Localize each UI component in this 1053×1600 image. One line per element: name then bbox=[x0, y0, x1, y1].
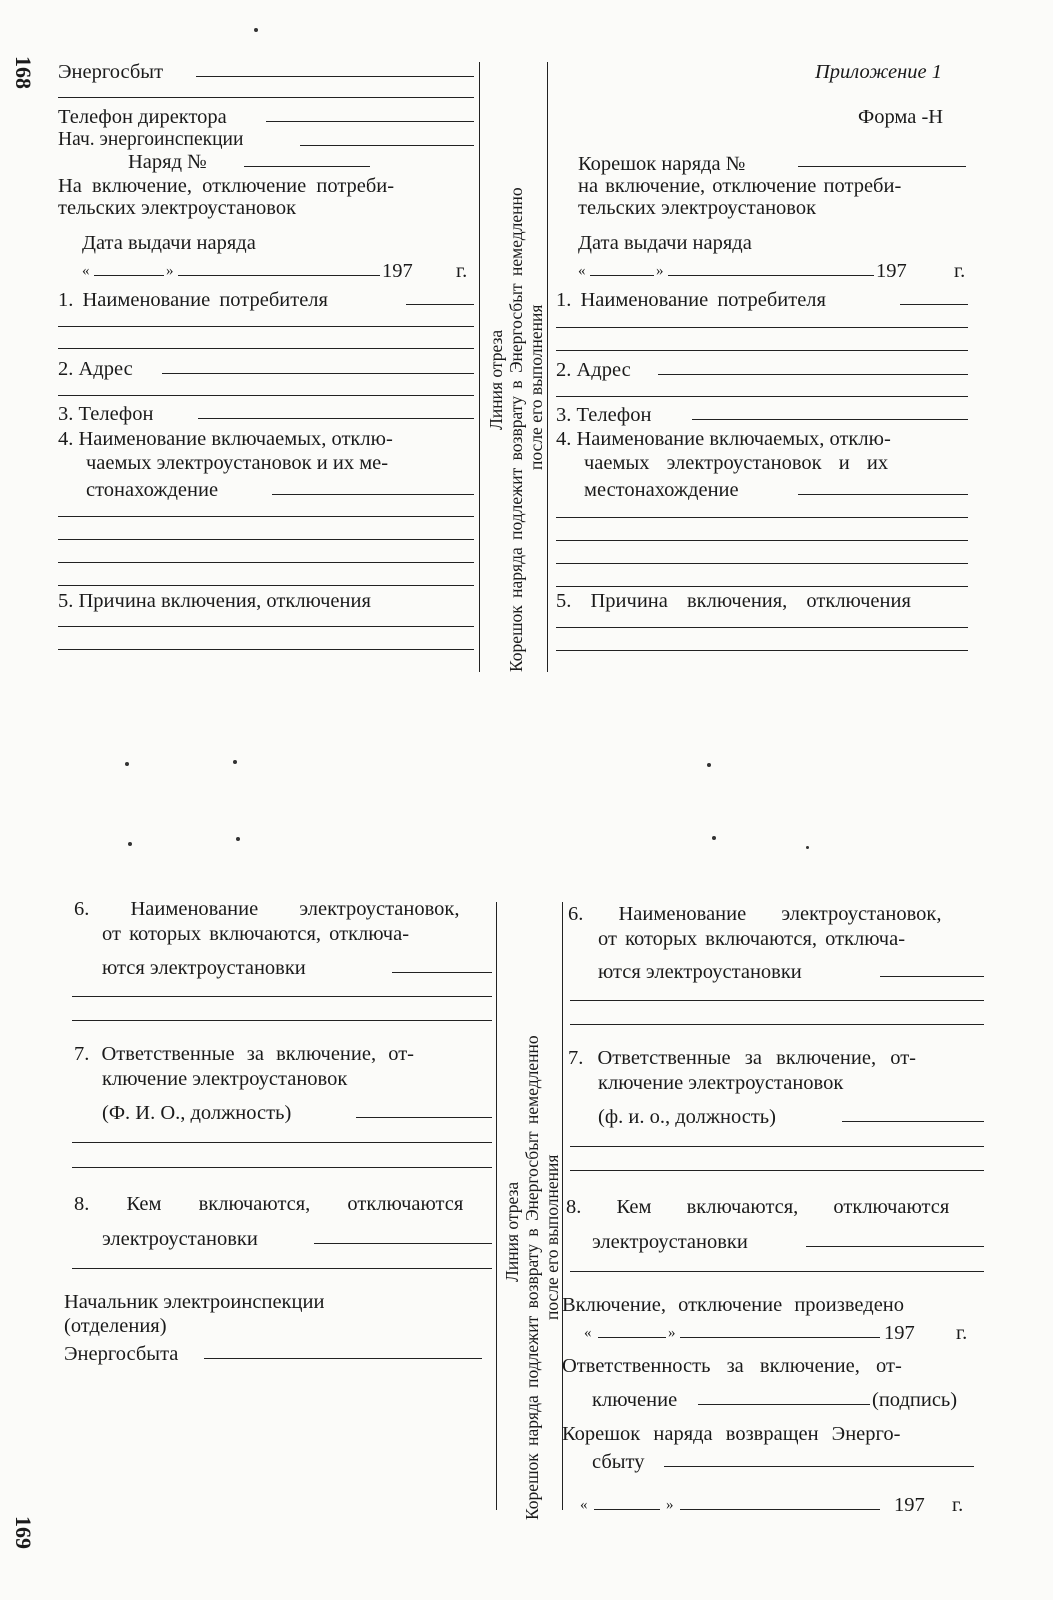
field-7-line-3: (ф. и. о., должность) bbox=[598, 1106, 776, 1128]
field-4-line-1: 4. Наименование включаемых, отклю- bbox=[556, 428, 891, 450]
field-2-label: 2. Адрес bbox=[58, 358, 133, 380]
field-6-line-3: ются электроустановки bbox=[598, 961, 802, 983]
field-6-line-1: 6. Наименование электроустановок, bbox=[74, 898, 460, 920]
org-label: Энергосбыт bbox=[58, 61, 164, 83]
done-label: Включение, отключение произведено bbox=[562, 1294, 905, 1316]
field-8-line-2: электроустановки bbox=[102, 1228, 258, 1250]
signature-label: (подпись) bbox=[872, 1389, 958, 1411]
order-number-label: Наряд № bbox=[128, 151, 207, 173]
returned-line-1: Корешок наряда возвращен Энерго- bbox=[562, 1423, 901, 1445]
bottom-left-border bbox=[496, 902, 497, 1510]
stub-number-label: Корешок наряда № bbox=[578, 153, 746, 175]
field-3-label: 3. Телефон bbox=[556, 404, 652, 426]
head-line-3: Энергосбыта bbox=[64, 1343, 179, 1365]
date-year: 197 bbox=[382, 260, 413, 282]
purpose-line-1: на включение, отключение потреби- bbox=[578, 175, 902, 197]
field-4-line-3: стонахождение bbox=[86, 479, 219, 501]
field-4-line-3: местонахождение bbox=[584, 479, 739, 501]
director-phone-label: Телефон директора bbox=[58, 106, 227, 128]
purpose-line-2: тельских электроустановок bbox=[58, 197, 297, 219]
field-5-label: 5. Причина включения, отключения bbox=[556, 590, 911, 612]
top-left-border bbox=[479, 62, 480, 672]
field-8-line-2: электроустановки bbox=[592, 1231, 748, 1253]
field-6-line-2: от которых включаются, отключа- bbox=[598, 928, 906, 950]
issue-date-label: Дата выдачи наряда bbox=[578, 232, 752, 254]
field-7-line-1: 7. Ответственные за включение, от- bbox=[568, 1047, 916, 1069]
responsibility-line-2: ключение bbox=[592, 1389, 678, 1411]
page-number-top: 168 bbox=[11, 56, 36, 89]
responsibility-line-1: Ответственность за включение, от- bbox=[562, 1355, 902, 1377]
field-7-line-3: (Ф. И. О., должность) bbox=[102, 1102, 292, 1124]
field-7-line-1: 7. Ответственные за включение, от- bbox=[74, 1043, 414, 1065]
field-1-label: 1. Наименование потребителя bbox=[58, 289, 328, 311]
head-line-2: (отделения) bbox=[64, 1315, 167, 1337]
purpose-line-1: На включение, отключение потреби- bbox=[58, 175, 395, 197]
field-8-line-1: 8. Кем включаются, отключаются bbox=[74, 1193, 464, 1215]
top-right-border bbox=[547, 62, 548, 672]
field-4-line-1: 4. Наименование включаемых, отклю- bbox=[58, 428, 393, 450]
field-7-line-2: ключение электроустановок bbox=[598, 1072, 844, 1094]
field-5-label: 5. Причина включения, отключения bbox=[58, 590, 371, 612]
inspection-head-label: Нач. энергоинспекции bbox=[58, 129, 244, 150]
field-2-label: 2. Адрес bbox=[556, 359, 631, 381]
field-8-line-1: 8. Кем включаются, отключаются bbox=[566, 1196, 950, 1218]
purpose-line-2: тельских электроустановок bbox=[578, 197, 817, 219]
field-4-line-2: чаемых электроустановок и их ме- bbox=[86, 452, 389, 474]
date-year-2: 197 bbox=[894, 1494, 925, 1516]
appendix-label: Приложение 1 bbox=[815, 61, 943, 83]
field-1-label: 1. Наименование потребителя bbox=[556, 289, 826, 311]
field-4-line-2: чаемых электроустановок и их bbox=[584, 452, 889, 474]
head-line-1: Начальник электроинспекции bbox=[64, 1291, 325, 1313]
page-number-bottom: 169 bbox=[11, 1516, 36, 1549]
field-6-line-2: от которых включаются, отключа- bbox=[102, 923, 410, 945]
returned-line-2: сбыту bbox=[592, 1451, 645, 1473]
bottom-right-border bbox=[562, 902, 563, 1510]
field-6-line-1: 6. Наименование электроустановок, bbox=[568, 903, 942, 925]
date-year: 197 bbox=[884, 1322, 915, 1344]
date-year: 197 bbox=[876, 260, 907, 282]
field-7-line-2: ключение электроустановок bbox=[102, 1068, 348, 1090]
form-label: Форма -Н bbox=[858, 106, 944, 128]
field-6-line-3: ются электроустановки bbox=[102, 957, 306, 979]
field-3-label: 3. Телефон bbox=[58, 403, 154, 425]
issue-date-label: Дата выдачи наряда bbox=[82, 232, 256, 254]
